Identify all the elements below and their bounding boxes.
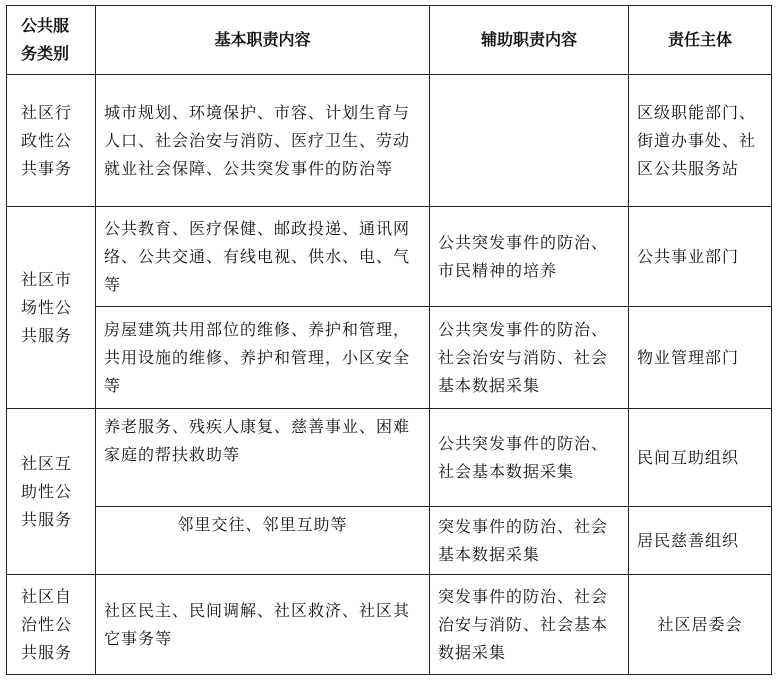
header-category: 公共服务类别	[7, 6, 96, 75]
header-basic: 基本职责内容	[96, 6, 430, 75]
table-row	[7, 409, 772, 507]
basic-duty-cell: 城市规划、环境保护、市容、计划生育与人口、社会治安与消防、医疗卫生、劳动就业社会保障、公共突发事件的防治等	[96, 75, 430, 207]
header-auxiliary: 辅助职责内容	[430, 6, 629, 75]
table-row	[7, 75, 772, 207]
auxiliary-duty-cell: 突发事件的防治、社会基本数据采集	[430, 507, 629, 575]
table-row	[7, 207, 772, 307]
document-page	[6, 5, 772, 675]
public-service-table	[6, 5, 772, 675]
auxiliary-duty-cell: 公共突发事件的防治、社会治安与消防、社会基本数据采集	[430, 307, 629, 409]
basic-duty-cell: 公共教育、医疗保健、邮政投递、通讯网络、公共交通、有线电视、供水、电、气等	[96, 207, 430, 307]
header-subject: 责任主体	[629, 6, 772, 75]
auxiliary-duty-cell	[430, 75, 629, 207]
auxiliary-duty-cell: 突发事件的防治、社会治安与消防、社会基本数据采集	[430, 575, 629, 675]
category-cell: 社区自治性公共服务	[7, 575, 96, 675]
basic-duty-cell: 社区民主、民间调解、社区救济、社区其它事务等	[96, 575, 430, 675]
table-row	[7, 507, 772, 575]
category-cell: 社区互助性公共服务	[7, 409, 96, 575]
responsible-subject-cell: 民间互助组织	[629, 409, 772, 507]
header-row	[7, 6, 772, 75]
category-cell: 社区市场性公共服务	[7, 207, 96, 409]
category-cell: 社区行政性公共事务	[7, 75, 96, 207]
responsible-subject-cell: 公共事业部门	[629, 207, 772, 307]
responsible-subject-cell: 居民慈善组织	[629, 507, 772, 575]
auxiliary-duty-cell: 公共突发事件的防治、市民精神的培养	[430, 207, 629, 307]
basic-duty-cell: 房屋建筑共用部位的维修、养护和管理，共用设施的维修、养护和管理，小区安全等	[96, 307, 430, 409]
basic-duty-cell: 养老服务、残疾人康复、慈善事业、困难家庭的帮扶救助等	[96, 409, 430, 507]
responsible-subject-cell: 区级职能部门、街道办事处、社区公共服务站	[629, 75, 772, 207]
auxiliary-duty-cell: 公共突发事件的防治、社会基本数据采集	[430, 409, 629, 507]
table-row	[7, 575, 772, 675]
table-row	[7, 307, 772, 409]
responsible-subject-cell: 物业管理部门	[629, 307, 772, 409]
responsible-subject-cell: 社区居委会	[629, 575, 772, 675]
basic-duty-cell: 邻里交往、邻里互助等	[96, 507, 430, 575]
